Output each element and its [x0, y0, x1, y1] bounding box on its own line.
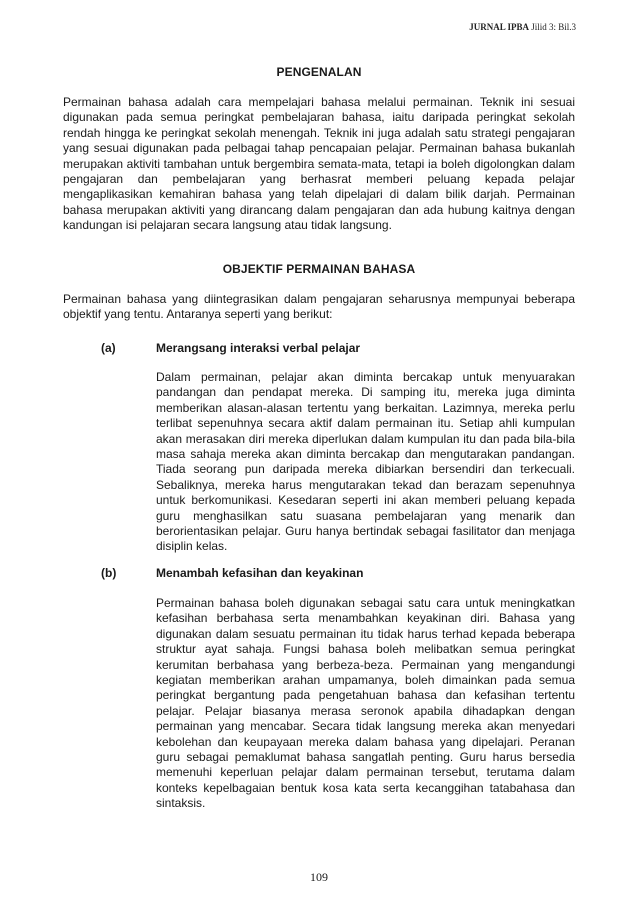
item-a-body: Dalam permainan, pelajar akan diminta bercakap untuk menyuarakan pandangan dan pendapat mereka. Di samping itu, mereka juga diminta memberikan alasan-alasan tertentu yang berkaitan. Lazimnya, mereka perlu terlibat sepenuhnya secara aktif dalam permainan itu. Setiap ahli kumpulan akan merasakan diri mereka diperlukan dalam kumpulan itu dan pada bila-bila masa sahaja mereka akan diminta bercakap dan mengutarakan pandangan. Tiada seorang pun daripada mereka dibiarkan bersendiri dan terkecuali. Sebaliknya, mereka harus mengutarakan tekad dan berazam sepenuhnya untuk berkomunikasi. Kesedaran seperti ini akan memberi peluang kepada guru menghasilkan satu suasana pembelajaran yang menarik dan berorientasikan pelajar. Guru hanya bertindak sebagai fasilitator dan menjaga disiplin kelas. — [156, 370, 575, 554]
objectives-paragraph: Permainan bahasa yang diintegrasikan dalam pengajaran seharusnya mempunyai beberapa objektif yang tentu. Antaranya seperti yang berikut: — [63, 292, 575, 322]
item-b-marker: (b) — [101, 566, 117, 580]
journal-volume: Jilid 3: Bil.3 — [531, 22, 576, 32]
journal-name: JURNAL IPBA — [469, 22, 529, 32]
item-a-title: Merangsang interaksi verbal pelajar — [156, 341, 361, 355]
running-header — [469, 22, 576, 32]
section-heading-intro: PENGENALAN — [276, 65, 362, 79]
intro-paragraph: Permainan bahasa adalah cara mempelajari bahasa melalui permainan. Teknik ini sesuai digunakan pada semua peringkat pembelajaran bahasa, iaitu daripada peringkat sekolah rendah hingga ke peringkat sekolah menengah. Teknik ini juga adalah satu strategi pengajaran yang sesuai digunakan pada pelbagai tahap pencapaian pelajar. Permainan bahasa bukanlah merupakan aktiviti tambahan untuk bergembira semata-mata, tetapi ia boleh digolongkan dalam pengajaran dan pembelajaran yang berhasrat memberi peluang kepada pelajar mengaplikasikan kemahiran bahasa yang telah dipelajari di dalam bilik darjah. Permainan bahasa merupakan aktiviti yang dirancang dalam pengajaran dan ada hubung kaitnya dengan kandungan isi pelajaran secara langsung atau tidak langsung. — [63, 95, 575, 233]
page-number: 109 — [310, 870, 328, 884]
item-a-marker: (a) — [101, 341, 116, 355]
item-b-body: Permainan bahasa boleh digunakan sebagai satu cara untuk meningkatkan kefasihan berbahasa serta menambahkan keyakinan diri. Bahasa yang digunakan dalam sesuatu permainan itu tidak harus terhad kepada beberapa struktur ayat sahaja. Fungsi bahasa boleh melibatkan semua peringkat kerumitan berbahasa yang berbeza-beza. Permainan yang mengandungi kegiatan memberikan arahan umpamanya, boleh dimainkan pada semua peringkat bergantung pada pengetahuan bahasa dan kefasihan tertentu pelajar. Pelajar biasanya merasa seronok apabila dihadapkan dengan permainan yang mencabar. Secara tidak langsung mereka akan menyedari kebolehan dan keupayaan mereka dalam bahasa yang dipelajari. Peranan guru sebagai pemaklumat bahasa sangatlah penting. Guru harus bersedia memenuhi keperluan pelajar dalam permainan tersebut, terutama dalam konteks kepelbagaian bentuk kosa kata serta kecanggihan tatabahasa dan sintaksis. — [156, 596, 575, 811]
item-b-title: Menambah kefasihan dan keyakinan — [156, 566, 364, 580]
section-heading-objectives: OBJEKTIF PERMAINAN BAHASA — [222, 262, 416, 276]
